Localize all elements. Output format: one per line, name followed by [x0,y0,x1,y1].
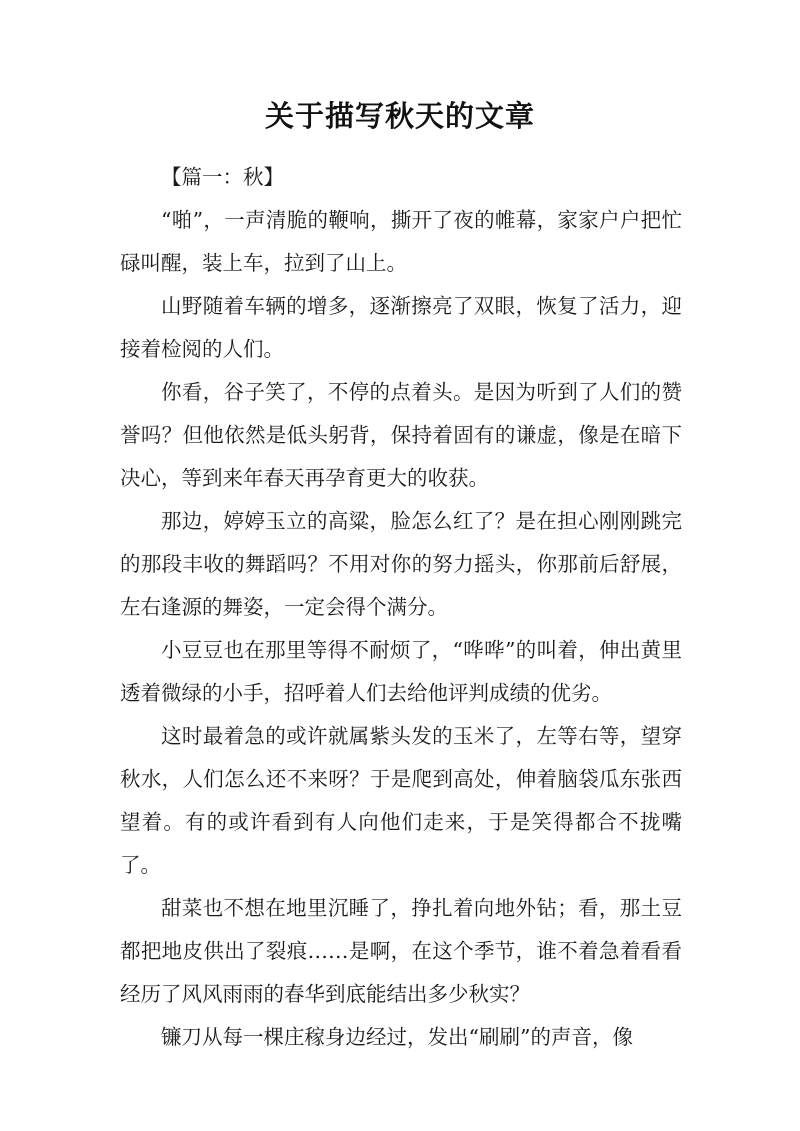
paragraph-8: 镰刀从每一棵庄稼身边经过，发出“刷刷”的声音，像 [161,1025,633,1049]
paragraph-4: 那边，婷婷玉立的高粱，脸怎么红了？是在担心刚刚跳完的那段丰收的舞蹈吗？不用对你的努力摇头，你那前后舒展，左右逢源的舞姿，一定会得个满分。 [120,509,682,619]
paragraph-1: “啪”，一声清脆的鞭响，撕开了夜的帷幕，家家户户把忙碌叫醒，装上车，拉到了山上。 [120,208,682,275]
paragraph-6: 这时最着急的或许就属紫头发的玉米了，左等右等，望穿秋水，人们怎么还不来呀？于是爬到高处，伸着脑袋瓜东张西望着。有的或许看到有人向他们走来，于是笑得都合不拢嘴了。 [120,724,682,877]
paragraph-7: 甜菜也不想在地里沉睡了，挣扎着向地外钻；看，那土豆都把地皮供出了裂痕……是啊，在这个季节，谁不着急着看看经历了风风雨雨的春华到底能结出多少秋实？ [120,896,682,1006]
section-heading: 【篇一：秋】 [161,165,284,189]
document-title: 关于描写秋天的文章 [264,99,535,133]
paragraph-2: 山野随着车辆的增多，逐渐擦亮了双眼，恢复了活力，迎接着检阅的人们。 [120,294,682,361]
paragraph-3: 你看，谷子笑了，不停的点着头。是因为听到了人们的赞誉吗？但他依然是低头躬背，保持着固有的谦虚，像是在暗下决心，等到来年春天再孕育更大的收获。 [120,380,682,490]
paragraph-5: 小豆豆也在那里等得不耐烦了，“哗哗”的叫着，伸出黄里透着微绿的小手，招呼着人们去给他评判成绩的优劣。 [120,638,682,705]
document-body [120,156,682,1059]
